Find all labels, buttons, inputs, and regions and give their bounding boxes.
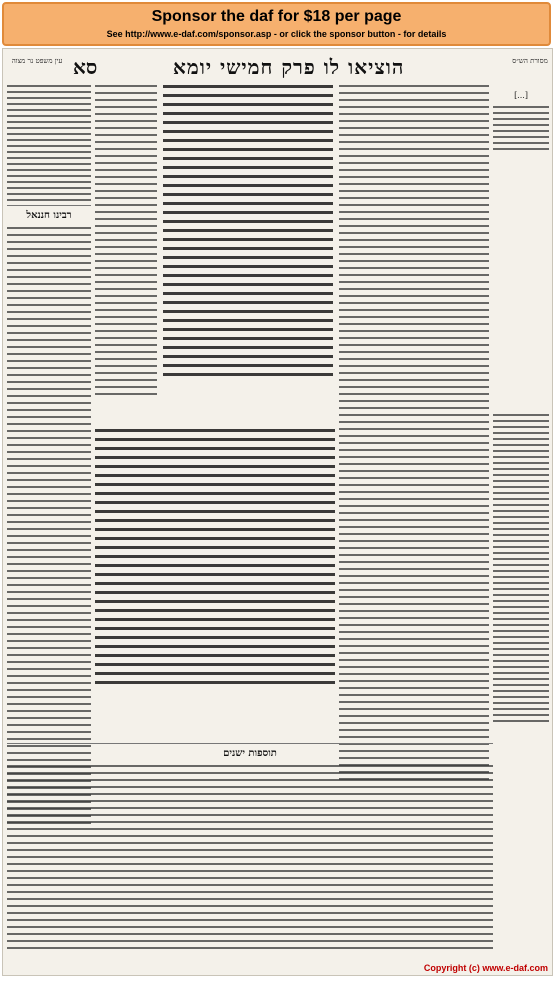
gemara-lower-lines (95, 429, 335, 684)
gemara-text-upper (163, 85, 333, 425)
sponsor-banner-subtitle: See http://www.e-daf.com/sponsor.asp - or click the sponsor button - for details (106, 29, 447, 39)
copyright-notice: Copyright (c) www.e-daf.com (423, 963, 548, 973)
tosafos-yeshanim-text (7, 765, 493, 949)
hagahos-text (493, 414, 549, 722)
tosafos-yeshanim-divider (7, 743, 493, 744)
tosafos-text (95, 85, 157, 395)
rashi-column (339, 85, 489, 785)
page-title: הוציאו לו פרק חמישי יומא (173, 55, 405, 79)
tosafos-yeshanim-section (7, 739, 493, 969)
ein-mishpat-text (7, 85, 91, 201)
rabbeinu-chananel-heading: רבינו חננאל (26, 210, 72, 221)
sponsor-banner-title: Sponsor the daf for $18 per page (151, 8, 402, 25)
masores-text (493, 106, 549, 150)
rabbeinu-chananel-text (7, 227, 91, 825)
talmud-page (2, 48, 553, 976)
left-margin-column (7, 85, 91, 825)
masores-hashas-label: מסורת הש״ס (512, 57, 548, 65)
sponsor-banner[interactable] (2, 2, 551, 46)
gemara-lines (163, 85, 333, 376)
daf-number: סא (73, 55, 98, 79)
page-header (3, 55, 553, 81)
gemara-text-lower (95, 429, 335, 729)
masores-column (493, 85, 549, 825)
ein-mishpat-label: עין משפט נר מצוה (11, 57, 63, 65)
rashi-text (339, 85, 489, 780)
tosafos-yeshanim-heading: תוספות ישנים (223, 748, 277, 759)
tosafos-column (95, 85, 157, 425)
margin-note: [...] (514, 91, 528, 100)
section-divider (7, 205, 91, 206)
